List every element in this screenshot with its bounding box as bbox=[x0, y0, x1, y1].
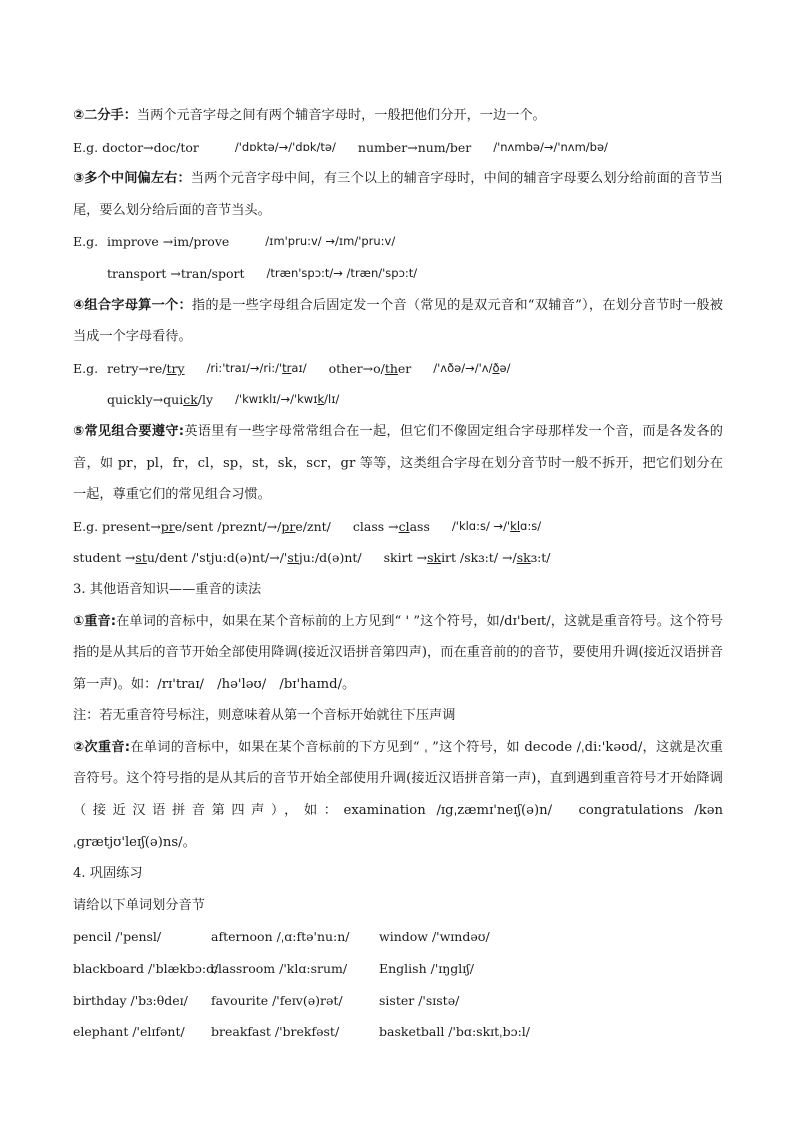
example-ipa: /ri:'traɪ/→/ri:/'traɪ/ bbox=[206, 360, 307, 375]
exercise-word: blackboard /'blækbɔ:d/ bbox=[73, 961, 219, 977]
section-4-heading: 4. 巩固练习 bbox=[73, 866, 143, 882]
example-word: skirt →skirt /skɜ:t/ →/skɜ:t/ bbox=[383, 550, 551, 566]
eg-label: E.g. bbox=[73, 139, 99, 155]
eg-label: E.g. bbox=[73, 518, 99, 534]
rule-2-title: ②二分手： bbox=[73, 108, 137, 123]
rule-2-text: 当两个元音字母之间有两个辅音字母时，一般把他们分开，一边一个。 bbox=[136, 108, 546, 123]
example-word: other→o/ther bbox=[328, 360, 412, 376]
secondary-stress-paragraph bbox=[73, 732, 723, 858]
example-word: retry→re/try bbox=[107, 360, 185, 376]
rule-3-example-1 bbox=[73, 226, 723, 258]
secondary-stress-title: ②次重音: bbox=[73, 739, 131, 755]
example-word: student →stu/dent /'stju:d(ə)nt/→/'stju:/d(ə)nt/ bbox=[73, 550, 362, 566]
rule-4-example-2 bbox=[73, 384, 723, 416]
stress-text: 在单词的音标中，如果在某个音标前的上方见到“ ' ”这个符号，如/dɪ'beɪt/，这就是重音符号。这个符号指的是从其后的音节开始全部使用降调(接近汉语拼音第四声)，而在重音前的的音节，要使用升调(接近汉语拼音第一声)。如：/rɪ'traɪ/ /hə'ləʊ/ /bɪ'haɪnd/。 bbox=[73, 613, 723, 692]
rule-5-example-2 bbox=[73, 542, 723, 574]
exercise-word: breakfast /'brekfəst/ bbox=[211, 1024, 340, 1040]
rule-3-example-2 bbox=[73, 258, 723, 290]
exercise-word: basketball /'bɑ:skɪtˌbɔ:l/ bbox=[379, 1024, 531, 1040]
rule-2-paragraph bbox=[73, 100, 723, 132]
rule-3-text: 当两个元音字母中间，有三个以上的辅音字母时，中间的辅音字母要么划分给前面的音节当尾，要么划分给后面的音节当头。 bbox=[73, 171, 723, 218]
example-word: present→pre/sent /preznt/→/pre/znt/ bbox=[102, 518, 331, 534]
exercise-word-grid bbox=[73, 921, 723, 1047]
example-word: quickly→quick/ly bbox=[107, 392, 214, 408]
example-ipa: /'dɒktə/→/'dɒk/tə/ bbox=[234, 139, 336, 154]
rule-4-example-1 bbox=[73, 353, 723, 385]
example-ipa: /'kwɪklɪ/→/'kwɪk/lɪ/ bbox=[235, 392, 340, 407]
rule-5-title: ⑤常见组合要遵守: bbox=[73, 423, 185, 439]
example-ipa: /'klɑ:s/ →/'klɑ:s/ bbox=[451, 518, 542, 533]
exercise-word: afternoon /ˌɑ:ftə'nu:n/ bbox=[211, 929, 350, 945]
rule-3-paragraph bbox=[73, 163, 723, 226]
rule-5-example-1 bbox=[73, 511, 723, 543]
exercise-word: sister /'sɪstə/ bbox=[379, 992, 460, 1008]
exercise-word: window /'wɪndəʊ/ bbox=[379, 929, 490, 945]
example-ipa: /ɪm'pru:v/ →/ɪm/'pru:v/ bbox=[265, 234, 396, 249]
example-word: improve →im/prove bbox=[107, 234, 230, 250]
stress-title: ①重音: bbox=[73, 613, 117, 629]
rule-5-text: 英语里有一些字母常常组合在一起，但它们不像固定组合字母那样发一个音，而是各发各的音，如 pr，pl，fr，cl，sp，st，sk，scr，gr 等等，这类组合字母在划分音节时一般不拆开，把它们划分在一起，尊重它们的常见组合习惯。 bbox=[73, 423, 723, 503]
example-word: doctor→doc/tor bbox=[102, 139, 199, 155]
rule-3-title: ③多个中间偏左右： bbox=[73, 171, 191, 187]
eg-label: E.g. bbox=[73, 234, 99, 250]
stress-note: 注：若无重音符号标注，则意味着从第一个音标开始就往下压声调 bbox=[73, 708, 456, 724]
exercise-word: birthday /'bɜ:θdeɪ/ bbox=[73, 992, 188, 1008]
rule-4-text: 指的是一些字母组合后固定发一个音（常见的是双元音和“双辅音”），在划分音节时一般被当成一个字母看待。 bbox=[73, 297, 723, 345]
example-ipa: /'nʌmbə/→/'nʌm/bə/ bbox=[493, 139, 608, 154]
exercise-word: English /'ɪŋglɪʃ/ bbox=[379, 961, 474, 977]
example-ipa: /træn'spɔ:t/→ /træn/'spɔ:t/ bbox=[266, 265, 418, 280]
exercise-word: classroom /'klɑ:srum/ bbox=[211, 961, 348, 977]
exercise-word: elephant /'elɪfənt/ bbox=[73, 1024, 185, 1040]
rule-4-paragraph bbox=[73, 290, 723, 353]
example-ipa: /'ʌðə/→/'ʌ/ðə/ bbox=[433, 360, 511, 375]
exercise-word: favourite /'feɪv(ə)rət/ bbox=[211, 992, 343, 1008]
rule-5-paragraph bbox=[73, 416, 723, 511]
exercise-instruction: 请给以下单词划分音节 bbox=[73, 897, 205, 913]
eg-label: E.g. bbox=[73, 360, 99, 376]
secondary-stress-text: 在单词的音标中，如果在某个音标前的下方见到“ ˌ ”这个符号，如 decode /ˌdi:'kəʊd/，这就是次重音符号。这个符号指的是从其后的音节开始全部使用升调(接近汉语拼音第一声)，直到遇到重音符号才开始降调（接近汉语拼音第四声），如：examination /ɪgˌzæmɪ'neɪʃ(ə)n/ congratulations /kənˌgrætjʊ'leɪʃ(ə)ns/。 bbox=[73, 739, 723, 850]
example-word: number→num/ber bbox=[357, 139, 472, 155]
exercise-word: pencil /'pensl/ bbox=[73, 929, 162, 945]
example-word: class →class bbox=[352, 518, 430, 534]
example-word: transport →tran/sport bbox=[107, 265, 245, 281]
section-3-heading: 3. 其他语音知识——重音的读法 bbox=[73, 581, 262, 597]
rule-4-title: ④组合字母算一个： bbox=[73, 297, 192, 313]
document-page bbox=[73, 100, 723, 1048]
rule-2-example bbox=[73, 132, 723, 164]
stress-paragraph bbox=[73, 606, 723, 701]
